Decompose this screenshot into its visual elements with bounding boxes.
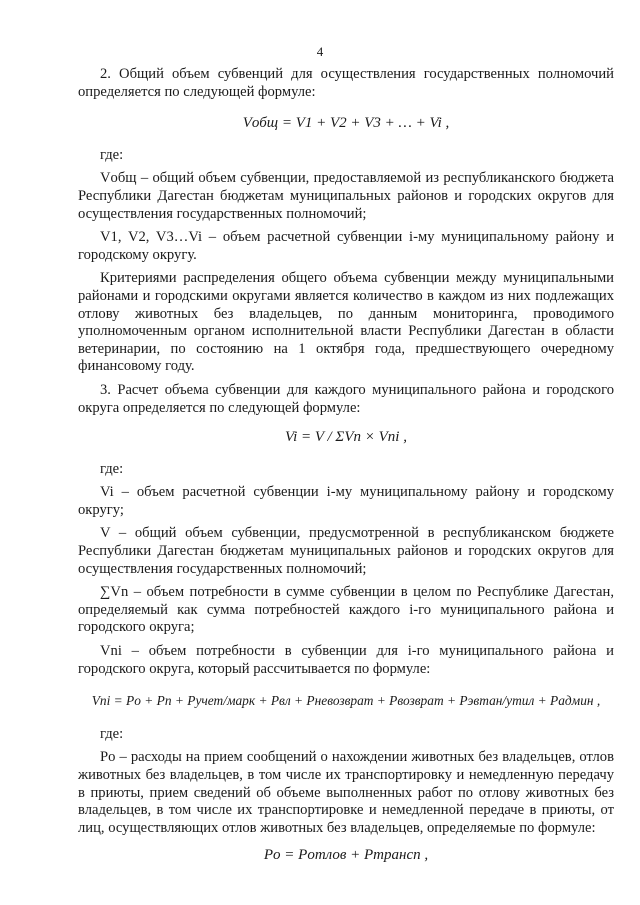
paragraph-item-2: 2. Общий объем субвенций для осуществления государственных полномочий определяется по следующей формуле: xyxy=(78,66,614,100)
formula-text: Pо = Pотлов + Pтрансп , xyxy=(263,847,429,864)
where-label: где: xyxy=(100,146,124,163)
definition-v-i: V1, V2, V3…Vi – объем расчетной субвенции i-му муниципальному району и городскому округу. xyxy=(78,229,614,263)
paragraph-item-3: 3. Расчет объема субвенции для каждого муниципального района и городского округа определяется по следующей формуле: xyxy=(78,381,614,416)
definition-v-total: Vобщ – общий объем субвенции, предоставляемой из республиканского бюджета Республики Дагестан бюджетам муниципальных районов и городских округов для осуществления государственных полномочий; xyxy=(78,170,614,222)
document-body xyxy=(78,66,614,877)
formula-po xyxy=(78,847,614,865)
definition-v-i-2: Vi – объем расчетной субвенции i-му муниципальному району и городскому округу; xyxy=(78,484,614,518)
formula-text: Vni = Pо + Pп + Pучет/марк + Pвл + Pневозврат + Pвозврат + Pэвтан/утил + Pадмин , xyxy=(91,693,601,709)
distribution-criteria: Критериями распределения общего объема субвенции между муниципальными районами и городскими округами является количество в каждом из них подлежащих отлову животных без владельцев, по данным мониторинга, проводимого уполномоченным органом исполнительной власти Республики Дагестан в области ветеринарии, по состоянию на 1 октября года, предшествующего очередному финансовому году. xyxy=(78,270,614,375)
definition-po: Pо – расходы на прием сообщений о нахождении животных без владельцев, отлов животных без владельцев, в том числе их транспортировку и немедленную передачу в приюты, прием сведений об объеме выполненных работ по отлову животных без владельцев, в том числе их транспортировке и немедленной передаче в приюты, от лиц, осуществляющих отлов животных без владельцев, определяемые по формуле: xyxy=(78,749,614,836)
where-label: где: xyxy=(100,725,124,742)
formula-text: Vi = V / ΣVn × Vni , xyxy=(285,429,407,446)
formula-text: Vобщ = V1 + V2 + V3 + … + Vi , xyxy=(242,115,450,132)
where-label: где: xyxy=(100,460,124,477)
definition-sum-vn: ∑Vn – объем потребности в сумме субвенции в целом по Республике Дагестан, определяемый как сумма потребностей каждого i-го муниципального района и городского округа; xyxy=(78,584,614,636)
definition-v: V – общий объем субвенции, предусмотренной в республиканском бюджете Республики Дагестан бюджетам муниципальных районов и городских округов для осуществления государственных полномочий; xyxy=(78,525,614,577)
formula-subvention-per-district xyxy=(78,429,614,447)
definition-vni: Vni – объем потребности в субвенции для i-го муниципального района и городского округа, который рассчитывается по формуле: xyxy=(78,643,614,677)
formula-total-subvention xyxy=(78,115,614,133)
page-number: 4 xyxy=(316,44,324,59)
formula-vni xyxy=(78,692,614,710)
